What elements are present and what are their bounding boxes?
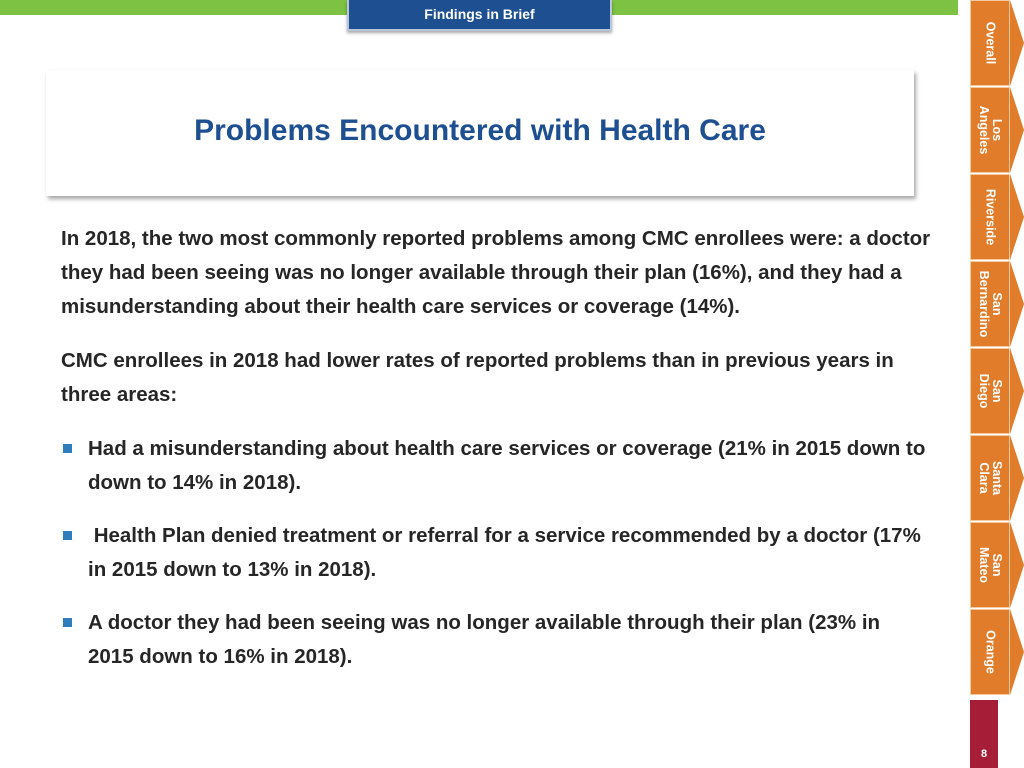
nav-tab-san-mateo[interactable]: [960, 522, 1024, 608]
page-number-box: [970, 700, 998, 768]
nav-tab-label: San Bernardino: [977, 270, 1004, 338]
square-bullet-icon: [63, 531, 72, 540]
title-box: [46, 70, 914, 196]
slide-content: [61, 222, 931, 693]
summary-paragraph: CMC enrollees in 2018 had lower rates of reported problems than in previous years in three areas:: [61, 349, 894, 406]
nav-tab-label: Riverside: [983, 188, 998, 246]
findings-in-brief-tab[interactable]: Findings in Brief: [347, 0, 612, 31]
nav-tab-santa-clara[interactable]: [960, 435, 1024, 521]
list-item: [61, 432, 931, 500]
list-item-text: Health Plan denied treatment or referral for a service recommended by a doctor (17% in 2015 down to 13% in 2018).: [88, 524, 927, 581]
page-number: 8: [980, 748, 988, 760]
nav-tab-label: Los Angeles: [977, 105, 1004, 155]
list-item-text: A doctor they had been seeing was no longer available through their plan (23% in 2015 down to 16% in 2018).: [88, 611, 881, 668]
nav-tab-label: San Mateo: [977, 546, 1004, 584]
slide-title: Problems Encountered with Health Care: [194, 114, 766, 147]
square-bullet-icon: [63, 444, 72, 453]
square-bullet-icon: [63, 618, 72, 627]
nav-tab-san-diego[interactable]: [960, 348, 1024, 434]
nav-tab-los-angeles[interactable]: [960, 87, 1024, 173]
nav-tab-label: San Diego: [977, 373, 1004, 409]
findings-list: [61, 432, 931, 674]
list-item: [61, 519, 931, 587]
nav-tab-label: Santa Clara: [977, 460, 1004, 496]
nav-tab-label: Overall: [983, 21, 998, 65]
nav-tab-san-bernardino[interactable]: [960, 261, 1024, 347]
county-side-navigation: [960, 0, 1024, 768]
list-item: [61, 606, 931, 674]
nav-tab-overall[interactable]: [960, 0, 1024, 86]
nav-tab-riverside[interactable]: [960, 174, 1024, 260]
intro-paragraph: In 2018, the two most commonly reported problems among CMC enrollees were: a doctor they had been seeing was no longer available through their plan (16%), and they had a misunderstanding about their health care services or coverage (14%).: [61, 227, 931, 318]
nav-tab-label: Orange: [983, 630, 998, 674]
nav-tab-orange[interactable]: [960, 609, 1024, 695]
list-item-text: Had a misunderstanding about health care services or coverage (21% in 2015 down to down to 14% in 2018).: [88, 437, 926, 494]
